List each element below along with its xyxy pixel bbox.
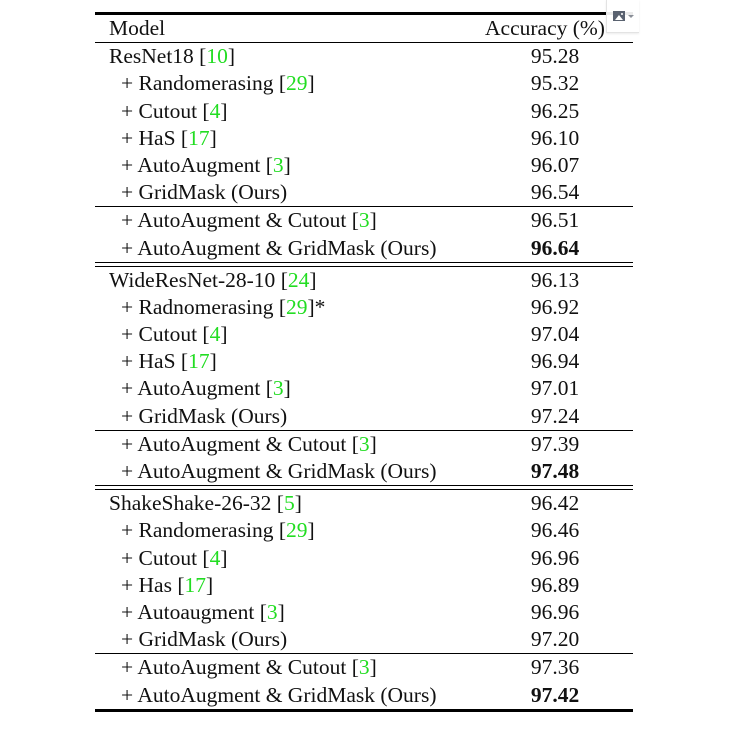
table-row xyxy=(95,125,633,152)
accuracy-cell: 97.20 xyxy=(530,627,580,652)
accuracy-cell: 96.10 xyxy=(530,125,580,150)
table-row xyxy=(95,682,633,709)
accuracy-cell: 95.28 xyxy=(530,44,580,69)
table-row xyxy=(95,599,633,626)
model-name: + AutoAugment & GridMask (Ours) xyxy=(121,459,437,483)
model-name: + Has xyxy=(121,572,172,597)
accuracy-cell: 96.92 xyxy=(530,294,580,319)
citation-link[interactable]: 5 xyxy=(283,491,295,516)
model-cell: + HaS [17] xyxy=(121,125,217,150)
model-cell: + Randomerasing [29] xyxy=(121,71,315,96)
accuracy-cell: 97.01 xyxy=(530,376,580,401)
table-row xyxy=(95,152,633,179)
model-name: + GridMask (Ours) xyxy=(121,180,288,205)
model-cell xyxy=(121,403,287,430)
footnote-mark: * xyxy=(314,294,326,319)
accuracy-cell: 96.07 xyxy=(530,152,580,177)
model-name: WideResNet-28-10 xyxy=(109,267,276,292)
accuracy-cell: 95.32 xyxy=(530,71,580,96)
model-name: + Radnomerasing xyxy=(121,294,274,319)
table-row xyxy=(95,321,633,348)
table-row xyxy=(95,267,633,294)
accuracy-cell: 96.94 xyxy=(530,349,580,374)
model-name: + AutoAugment & Cutout xyxy=(121,431,347,456)
header-accuracy: Accuracy (%) xyxy=(485,16,605,40)
model-name: ShakeShake-26-32 xyxy=(109,491,272,516)
model-cell: + Cutout [4] xyxy=(121,98,228,123)
citation-link[interactable]: 3 xyxy=(358,655,370,680)
table-row xyxy=(95,572,633,599)
accuracy-cell: 96.46 xyxy=(530,518,580,543)
model-cell: + HaS [17] xyxy=(121,349,217,374)
table-row xyxy=(95,235,633,262)
citation-link[interactable]: 3 xyxy=(358,208,370,233)
citation-link[interactable]: 3 xyxy=(272,376,284,401)
model-cell xyxy=(121,458,437,485)
citation-link[interactable]: 24 xyxy=(287,267,310,292)
model-cell xyxy=(121,235,437,262)
model-cell: + AutoAugment & Cutout [3] xyxy=(121,208,377,233)
accuracy-cell: 96.96 xyxy=(530,545,580,570)
model-cell: WideResNet-28-10 [24] xyxy=(109,267,317,292)
table-row xyxy=(95,545,633,572)
model-cell: + AutoAugment & Cutout [3] xyxy=(121,655,377,680)
model-cell: + AutoAugment [3] xyxy=(121,152,291,177)
model-cell xyxy=(121,682,437,709)
table-row xyxy=(95,431,633,458)
model-name: + HaS xyxy=(121,125,176,150)
table-row xyxy=(95,98,633,125)
table-row xyxy=(95,517,633,544)
model-name: + AutoAugment & GridMask (Ours) xyxy=(121,682,437,707)
accuracy-cell: 96.13 xyxy=(530,267,580,292)
model-name: + AutoAugment & Cutout xyxy=(121,208,347,233)
accuracy-cell: 96.25 xyxy=(530,98,580,123)
citation-link[interactable]: 29 xyxy=(286,518,308,543)
model-name: + GridMask (Ours) xyxy=(121,403,288,428)
model-name: + Cutout xyxy=(121,545,198,570)
image-action-button[interactable] xyxy=(606,0,639,33)
table-row xyxy=(95,207,633,234)
citation-link[interactable]: 10 xyxy=(206,44,228,69)
citation-link[interactable]: 4 xyxy=(209,322,221,347)
model-name: + Cutout xyxy=(121,98,198,123)
citation-link[interactable]: 17 xyxy=(188,125,210,150)
accuracy-cell: 96.89 xyxy=(530,572,580,597)
table-row xyxy=(95,348,633,375)
accuracy-cell: 97.24 xyxy=(530,403,580,428)
model-cell: + AutoAugment & Cutout [3] xyxy=(121,431,377,456)
model-name: + AutoAugment xyxy=(121,152,261,177)
table-row xyxy=(95,654,633,681)
model-name: + HaS xyxy=(121,349,176,374)
accuracy-cell: 97.04 xyxy=(530,322,580,347)
accuracy-cell: 96.54 xyxy=(530,180,580,205)
bottom-rule xyxy=(95,709,633,712)
table-header-row xyxy=(95,15,633,42)
citation-link[interactable]: 17 xyxy=(188,349,210,374)
table-row xyxy=(95,626,633,653)
accuracy-cell: 96.51 xyxy=(530,208,580,233)
citation-link[interactable]: 3 xyxy=(272,152,284,177)
table-row xyxy=(95,70,633,97)
model-name: + AutoAugment & Cutout xyxy=(121,655,347,680)
citation-link[interactable]: 17 xyxy=(184,572,206,597)
model-cell: + Autoaugment [3] xyxy=(121,599,285,624)
accuracy-cell: 97.39 xyxy=(530,431,580,456)
model-cell: + Cutout [4] xyxy=(121,322,228,347)
table-row xyxy=(95,458,633,485)
citation-link[interactable]: 3 xyxy=(266,599,278,624)
accuracy-cell: 97.42 xyxy=(530,682,580,707)
model-cell: + AutoAugment [3] xyxy=(121,376,291,401)
header-model: Model xyxy=(109,16,166,40)
citation-link[interactable]: 29 xyxy=(286,294,308,319)
accuracy-cell: 96.96 xyxy=(530,599,580,624)
accuracy-cell: 96.64 xyxy=(530,235,580,260)
model-name: + Autoaugment xyxy=(121,599,255,624)
table-row xyxy=(95,43,633,70)
image-icon xyxy=(613,11,625,21)
model-cell: + Radnomerasing [29]* xyxy=(121,294,326,319)
model-name: + AutoAugment xyxy=(121,376,261,401)
model-cell xyxy=(121,179,287,206)
citation-link[interactable]: 29 xyxy=(286,71,308,96)
model-name: + Randomerasing xyxy=(121,71,274,96)
model-cell xyxy=(121,626,287,653)
table-row xyxy=(95,179,633,206)
model-cell: ShakeShake-26-32 [5] xyxy=(109,491,302,516)
citation-link[interactable]: 4 xyxy=(209,98,221,123)
citation-link[interactable]: 4 xyxy=(209,545,221,570)
model-name: ResNet18 xyxy=(109,44,194,69)
model-cell: ResNet18 [10] xyxy=(109,44,236,69)
model-cell: + Randomerasing [29] xyxy=(121,518,315,543)
table-row xyxy=(95,294,633,321)
model-name: + Cutout xyxy=(121,322,198,347)
accuracy-cell: 97.48 xyxy=(530,459,580,483)
accuracy-cell: 96.42 xyxy=(530,491,580,516)
table-row xyxy=(95,375,633,402)
model-name: + GridMask (Ours) xyxy=(121,627,288,652)
table-row xyxy=(95,403,633,430)
citation-link[interactable]: 3 xyxy=(358,431,370,456)
model-name: + Randomerasing xyxy=(121,518,274,543)
model-cell: + Cutout [4] xyxy=(121,545,228,570)
results-table xyxy=(95,12,633,712)
table-body xyxy=(95,43,633,709)
chevron-down-icon xyxy=(628,15,634,18)
accuracy-cell: 97.36 xyxy=(530,655,580,680)
model-name: + AutoAugment & GridMask (Ours) xyxy=(121,235,437,260)
table-row xyxy=(95,490,633,517)
model-cell: + Has [17] xyxy=(121,572,214,597)
